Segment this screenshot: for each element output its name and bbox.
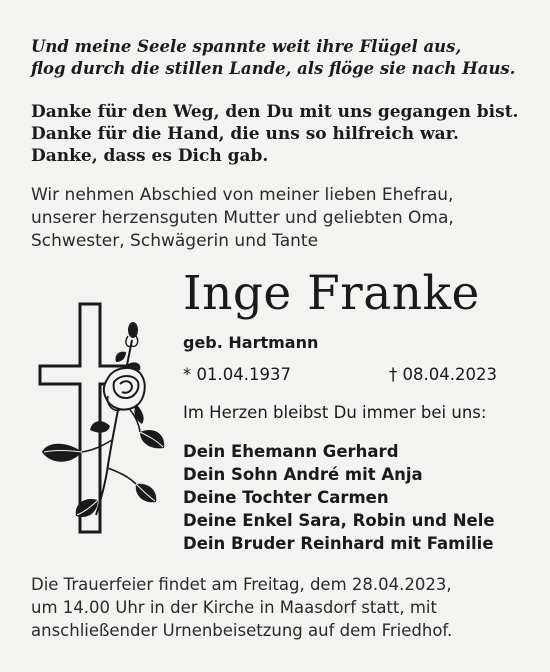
birth-date: * 01.04.1937 bbox=[183, 365, 291, 384]
mourner-entry: Dein Sohn André mit Anja bbox=[183, 465, 423, 484]
remembrance-line: Im Herzen bleibst Du immer bei uns: bbox=[183, 403, 487, 422]
mourner-entry: Dein Bruder Reinhard mit Familie bbox=[183, 534, 494, 553]
mourner-entry: Deine Enkel Sara, Robin und Nele bbox=[183, 511, 495, 530]
poem-line: Und meine Seele spannte weit ihre Flügel aus, bbox=[31, 37, 462, 56]
thanks-line: Danke, dass es Dich gab. bbox=[31, 146, 269, 166]
mourner-entry: Dein Ehemann Gerhard bbox=[183, 442, 399, 461]
farewell-intro bbox=[31, 184, 454, 253]
intro-line: Wir nehmen Abschied von meiner lieben Ehefrau, bbox=[31, 185, 454, 205]
funeral-line: um 14.00 Uhr in der Kirche in Maasdorf statt, mit bbox=[31, 598, 437, 617]
thanks-text bbox=[31, 101, 518, 167]
funeral-line: anschließender Urnenbeisetzung auf dem Friedhof. bbox=[31, 621, 453, 640]
poem-quote bbox=[31, 36, 515, 80]
maiden-name: geb. Hartmann bbox=[183, 333, 319, 352]
intro-line: unserer herzensguten Mutter und geliebten Oma, bbox=[31, 208, 454, 228]
funeral-info bbox=[31, 573, 452, 642]
thanks-line: Danke für den Weg, den Du mit uns gegangen bist. bbox=[31, 102, 519, 122]
thanks-line: Danke für die Hand, die uns so hilfreich war. bbox=[31, 124, 459, 144]
mourners-list bbox=[183, 440, 495, 555]
mourner-entry: Deine Tochter Carmen bbox=[183, 488, 389, 507]
intro-line: Schwester, Schwägerin und Tante bbox=[31, 231, 319, 251]
cross-with-rose-icon bbox=[36, 300, 176, 540]
death-date: † 08.04.2023 bbox=[389, 365, 497, 384]
life-dates bbox=[183, 364, 523, 386]
funeral-line: Die Trauerfeier findet am Freitag, dem 28.04.2023, bbox=[31, 575, 452, 594]
deceased-name: Inge Franke bbox=[183, 266, 480, 321]
poem-line: flog durch die stillen Lande, als flöge sie nach Haus. bbox=[31, 59, 516, 78]
